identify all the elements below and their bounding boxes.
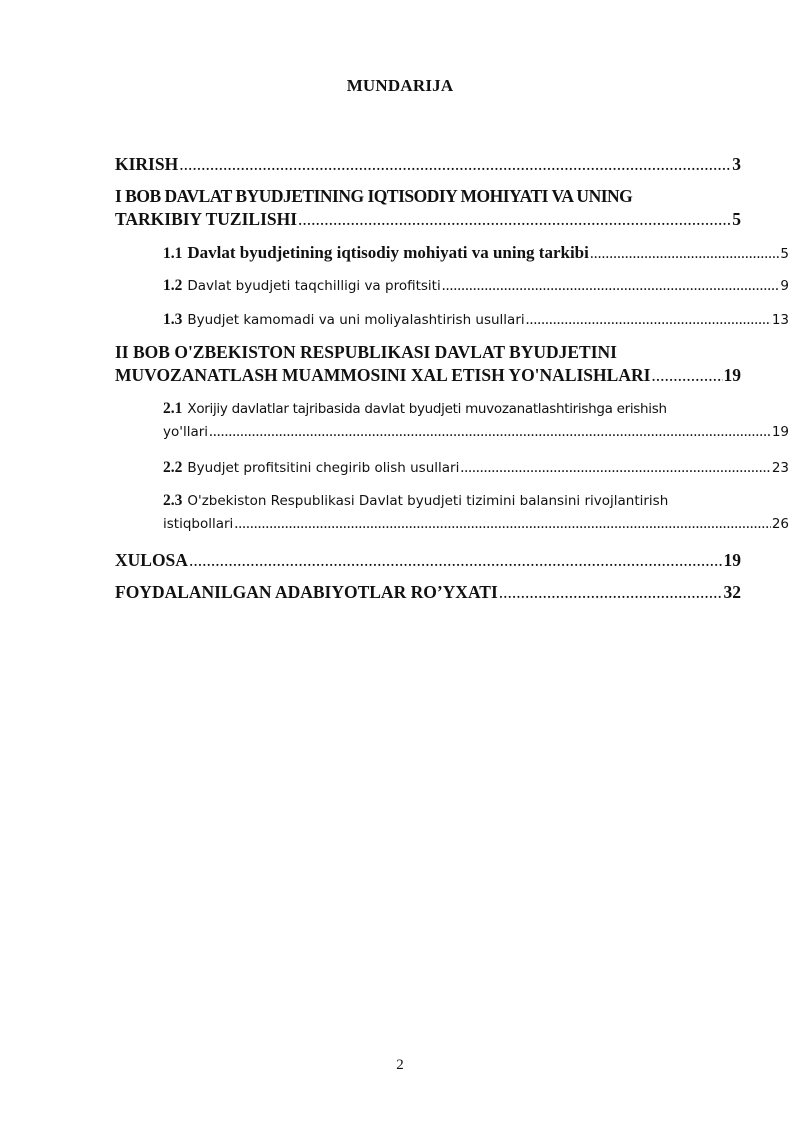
dot-leader	[499, 582, 723, 603]
toc-page-number: 19	[771, 424, 789, 440]
page-number: 2	[396, 1057, 404, 1073]
section-number: 1.2	[163, 277, 183, 294]
toc-page-number: 9	[780, 278, 789, 294]
toc-page-number: 5	[780, 246, 789, 262]
toc-page-number: 3	[732, 154, 741, 174]
toc-entry-text: XULOSA	[115, 550, 188, 570]
toc-entry-text: KIRISH	[115, 154, 179, 174]
dot-leader	[590, 245, 780, 263]
toc-entry-text: Byudjet kamomadi va uni moliyalashtirish usullari	[187, 312, 525, 328]
toc-entry-text: FOYDALANILGAN ADABIYOTLAR RO’YXATI	[115, 582, 498, 602]
toc-entry-text: MUVOZANATLASH MUAMMOSINI XAL ETISH YO'NALISHLARI	[115, 365, 651, 385]
dot-leader	[234, 515, 771, 533]
toc-page-number: 5	[732, 209, 741, 229]
toc-entry-text-line1: II BOB O'ZBEKISTON RESPUBLIKASI DAVLAT BYUDJETINI	[115, 342, 617, 362]
toc-entry-text: istiqbollari	[163, 516, 234, 532]
toc-entry-text-line1: I BOB DAVLAT BYUDJETINING IQTISODIY MOHIYATI VA UNING	[115, 186, 633, 206]
toc-title: MUNDARIJA	[346, 76, 454, 95]
toc-entry-text: yo'llari	[163, 424, 209, 440]
dot-leader	[651, 365, 722, 386]
toc-entry-xulosa[interactable]	[115, 550, 741, 571]
toc-entry-1-2[interactable]	[115, 277, 789, 295]
dot-leader	[526, 311, 771, 329]
dot-leader	[179, 154, 731, 175]
toc-entry-text-line1: O'zbekiston Respublikasi Davlat byudjeti tizimini balansini rivojlantirish	[187, 493, 669, 509]
dot-leader	[298, 209, 731, 230]
toc-entry-text: TARKIBIY TUZILISHI	[115, 209, 298, 229]
dot-leader	[442, 277, 780, 295]
section-number: 1.3	[163, 311, 183, 328]
toc-page-number: 32	[723, 582, 741, 602]
dot-leader	[189, 550, 723, 571]
toc-page-number: 19	[723, 365, 741, 385]
toc-entry-chapter-2[interactable]	[115, 342, 741, 386]
toc-page-number: 23	[771, 460, 789, 476]
dot-leader	[209, 423, 771, 441]
section-number: 1.1	[163, 245, 183, 262]
toc-entry-text: Byudjet profitsitini chegirib olish usullari	[187, 460, 460, 476]
toc-page-number: 26	[771, 516, 789, 532]
section-number: 2.2	[163, 459, 183, 476]
toc-entry-chapter-1[interactable]	[115, 186, 741, 230]
toc-entry-2-1[interactable]	[115, 400, 789, 441]
toc-page-number: 13	[771, 312, 789, 328]
section-number: 2.3	[163, 492, 183, 509]
toc-entry-2-3[interactable]	[115, 492, 789, 533]
toc-entry-1-1[interactable]	[115, 243, 789, 263]
toc-entry-kirish[interactable]	[115, 154, 741, 175]
toc-entry-1-3[interactable]	[115, 311, 789, 329]
toc-entry-text-line1: Xorijiy davlatlar tajribasida davlat byudjeti muvozanatlashtirishga erishish	[187, 401, 667, 417]
dot-leader	[460, 459, 770, 477]
toc-entry-text: Davlat byudjeti taqchilligi va profitsiti	[187, 278, 441, 294]
toc-entry-text: Davlat byudjetining iqtisodiy mohiyati va uning tarkibi	[187, 243, 589, 262]
section-number: 2.1	[163, 400, 183, 417]
toc-entry-references[interactable]	[115, 582, 741, 603]
toc-entry-2-2[interactable]	[115, 459, 789, 477]
toc-page-number: 19	[723, 550, 741, 570]
